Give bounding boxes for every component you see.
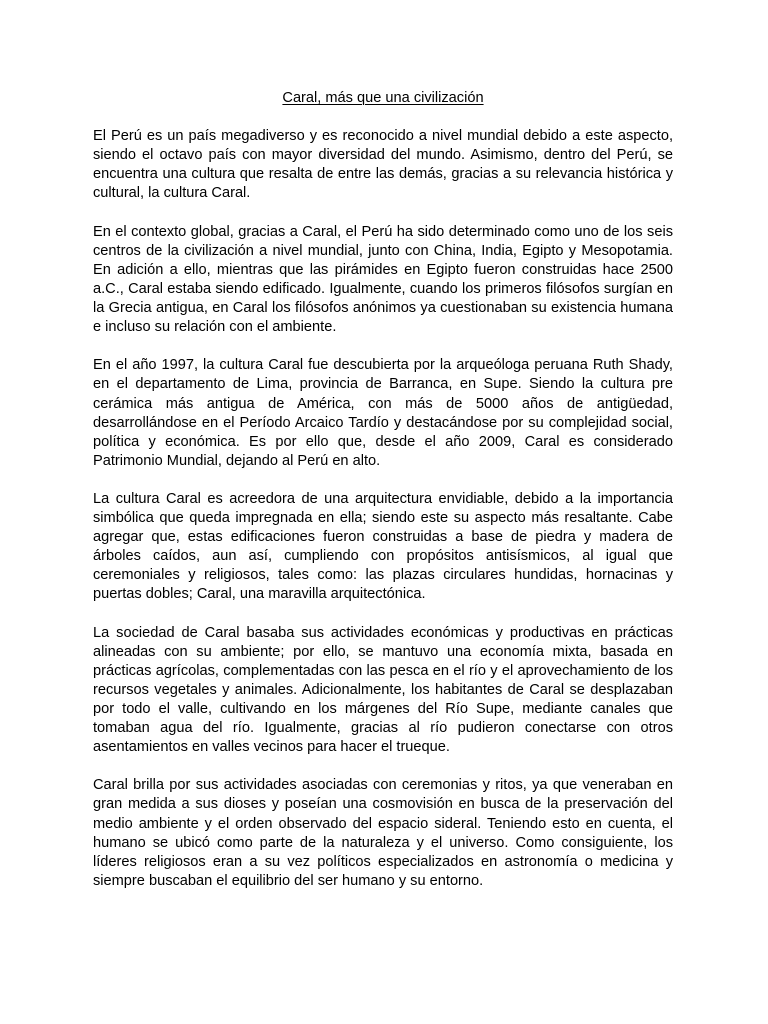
- document-body: [93, 89, 673, 891]
- paragraph-3: En el año 1997, la cultura Caral fue descubierta por la arqueóloga peruana Ruth Shady, en el departamento de Lima, provincia de Barranca, en Supe. Siendo la cultura pre cerámica más antigua de América, con más de 5000 años de antigüedad, desarrollándose en el Período Arcaico Tardío y destacándose por su complejidad social, política y económica. Es por ello que, desde el año 2009, Caral es considerado Patrimonio Mundial, dejando al Perú en alto.: [93, 357, 673, 469]
- document-title: [93, 89, 673, 108]
- document-title-text: Caral, más que una civilización: [282, 90, 484, 106]
- paragraph-2: En el contexto global, gracias a Caral, el Perú ha sido determinado como uno de los seis centros de la civilización a nivel mundial, junto con China, India, Egipto y Mesopotamia. En adición a ello, mientras que las pirámides en Egipto fueron construidas hace 2500 a.C., Caral estaba siendo edificado. Igualmente, cuando los primeros filósofos surgían en la Grecia antigua, en Caral los filósofos anónimos ya cuestionaban su existencia humana e incluso su relación con el ambiente.: [93, 223, 673, 336]
- paragraph-4: La cultura Caral es acreedora de una arquitectura envidiable, debido a la importancia simbólica que queda impregnada en ella; siendo este su aspecto más resaltante. Cabe agregar que, estas edificaciones fueron construidas a base de piedra y madera de árboles caídos, aun así, cumpliendo con propósitos antisísmicos, al igual que ceremoniales y religiosos, tales como: las plazas circulares hundidas, hornacinas y puertas dobles; Caral, una maravilla arquitectónica.: [93, 490, 673, 603]
- paragraph-1: El Perú es un país megadiverso y es reconocido a nivel mundial debido a este aspecto, siendo el octavo país con mayor diversidad del mundo. Asimismo, dentro del Perú, se encuentra una cultura que resalta de entre las demás, gracias a su relevancia histórica y cultural, la cultura Caral.: [93, 128, 673, 202]
- paragraph-5: La sociedad de Caral basaba sus actividades económicas y productivas en prácticas alineadas con su ambiente; por ello, se mantuvo una economía mixta, basada en prácticas agrícolas, complementadas con las pesca en el río y el aprovechamiento de los recursos vegetales y animales. Adicionalmente, los habitantes de Caral se desplazaban por todo el valle, cultivando en los márgenes del Río Supe, mediante canales que tomaban agua del río. Igualmente, gracias al río pudieron conectarse con otros asentamientos en valles vecinos para hacer el trueque.: [93, 624, 673, 756]
- paragraph-6: Caral brilla por sus actividades asociadas con ceremonias y ritos, ya que veneraban en gran medida a sus dioses y poseían una cosmovisión en busca de la preservación del medio ambiente y el orden observado del espacio sideral. Teniendo esto en cuenta, el humano se ubicó como parte de la naturaleza y el universo. Como consiguiente, los líderes religiosos eran a su vez políticos especializados en astronomía o medicina y siempre buscaban el equilibrio del ser humano y su entorno.: [93, 777, 673, 889]
